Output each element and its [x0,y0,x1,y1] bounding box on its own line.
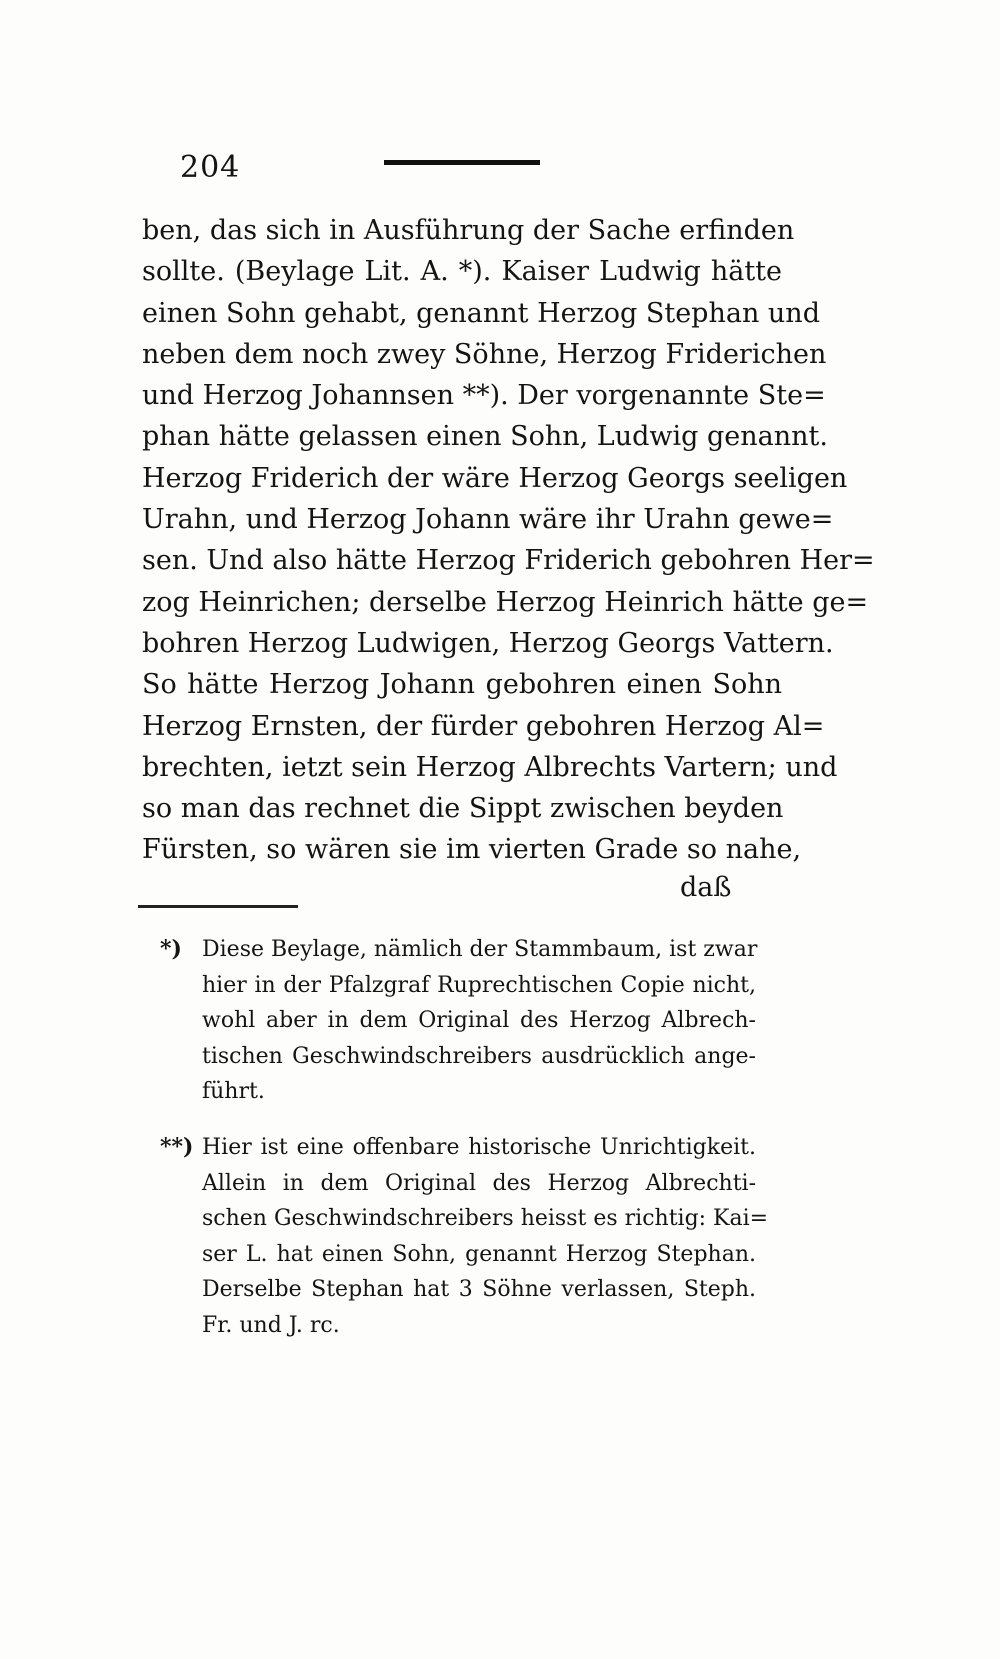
text-line: Herzog Ernsten, der fürder gebohren Herzog Al= [142,710,825,742]
footnote-line: hier in der Pfalzgraf Ruprechtischen Copie nicht, [202,972,756,998]
footnote-line: Allein in dem Original des Herzog Albrechti- [202,1170,756,1196]
page-number: 204 [180,150,241,185]
footnote-2 [160,1130,769,1343]
text-line: So hätte Herzog Johann gebohren einen Sohn [142,669,782,701]
text-line: sollte. (Beylage Lit. A. *). Kaiser Ludwig hätte [142,256,782,288]
text-line: Fürsten, so wären sie im vierten Grade so nahe, [142,834,802,866]
text-line: einen Sohn gehabt, genannt Herzog Stephan und [142,297,820,329]
catchword: daß [680,872,732,903]
footnote-line: tischen Geschwindschreibers ausdrücklich ange- [202,1043,756,1069]
footnote-rule [138,905,298,908]
text-line: zog Heinrichen; derselbe Herzog Heinrich hätte ge= [142,586,869,618]
text-line: phan hätte gelassen einen Sohn, Ludwig genannt. [142,421,828,453]
footnote-marker: *) [160,936,182,962]
footnote-line: Diese Beylage, nämlich der Stammbaum, ist zwar [202,937,758,962]
text-line: sen. Und also hätte Herzog Friderich gebohren Her= [142,545,875,577]
footnote-line: Hier ist eine offenbare historische Unrichtigkeit. [202,1135,756,1160]
text-line: und Herzog Johannsen **). Der vorgenannte Ste= [142,380,826,412]
text-line: Urahn, und Herzog Johann wäre ihr Urahn gewe= [142,504,834,536]
footnote-line: wohl aber in dem Original des Herzog Albrech- [202,1008,756,1033]
footnote-line: führt. [202,1079,265,1104]
body-text [142,210,875,871]
footnote-line: ser L. hat einen Sohn, genannt Herzog Stephan. [202,1241,756,1267]
text-line: ben, das sich in Ausführung der Sache erfinden [142,215,795,246]
text-line: bohren Herzog Ludwigen, Herzog Georgs Vattern. [142,627,834,659]
text-line: so man das rechnet die Sippt zwischen beyden [142,793,784,825]
text-line: neben dem noch zwey Söhne, Herzog Friderichen [142,338,827,370]
footnote-line: Fr. und J. rc. [202,1312,340,1338]
text-line: brechten, ietzt sein Herzog Albrechts Vartern; und [142,751,838,783]
footnote-marker: **) [160,1134,194,1160]
footnote-line: Derselbe Stephan hat 3 Söhne verlassen, Steph. [202,1277,756,1302]
footnote-1 [160,932,758,1110]
text-line: Herzog Friderich der wäre Herzog Georgs seeligen [142,462,848,494]
footnote-line: schen Geschwindschreibers heisst es richtig: Kai= [202,1206,769,1231]
header-rule [384,160,540,165]
